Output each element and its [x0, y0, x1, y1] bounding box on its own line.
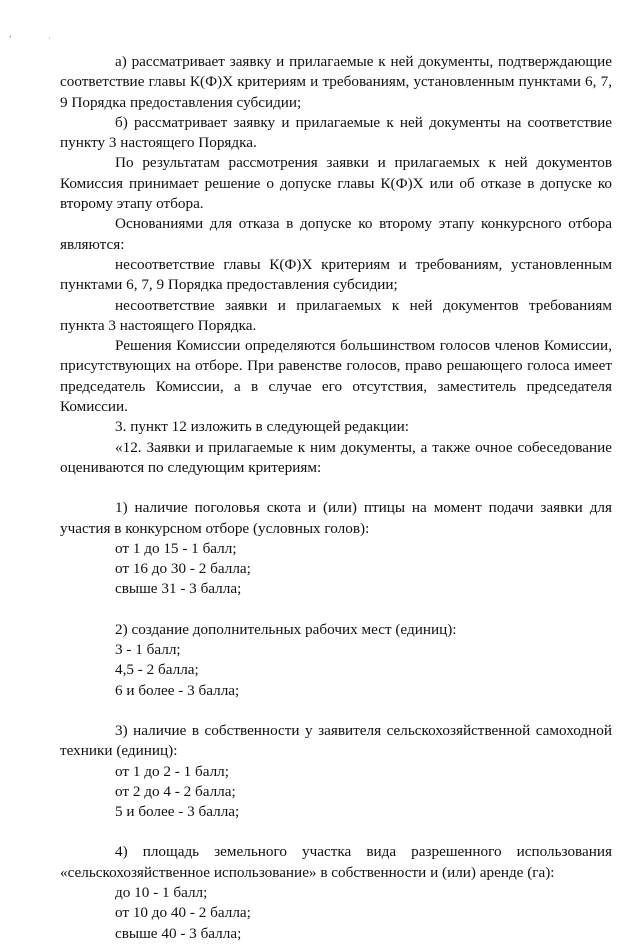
criterion-item: 4,5 - 2 балла; [115, 661, 199, 679]
criterion-item: от 10 до 40 - 2 балла; [115, 904, 251, 922]
spacer [60, 701, 612, 721]
paragraph-decisions: Решения Комиссии определяются большинством голосов членов Комиссии, присутствующих на отборе. При равенстве голосов, право решающего голоса имеет председатель Комиссии, а в случае его отсутствия, заместитель председателя Комиссии. [60, 337, 612, 416]
spacer [60, 822, 612, 842]
paragraph-a: а) рассматривает заявку и прилагаемые к ней документы, подтверждающие соответствие главы К(Ф)Х критериям и требованиям, установленным пунктами 6, 7, 9 Порядка предоставления субсидии; [60, 53, 612, 111]
criterion-item: свыше 31 - 3 балла; [115, 580, 242, 598]
criterion-item: 6 и более - 3 балла; [115, 681, 240, 699]
paragraph-amendment: 3. пункт 12 изложить в следующей редакции: [115, 418, 409, 436]
criterion-item: до 10 - 1 балл; [115, 883, 208, 901]
paragraph-b: б) рассматривает заявку и прилагаемые к ней документы на соответствие пункту 3 настоящего Порядка. [60, 113, 612, 152]
criterion-heading: 1) наличие поголовья скота и (или) птицы на момент подачи заявки для участия в конкурсном отборе (условных голов): [60, 499, 612, 537]
corner-mark: ʻ [9, 34, 12, 43]
criterion-item: от 1 до 15 - 1 балл; [115, 539, 237, 557]
criterion-item: от 2 до 4 - 2 балла; [115, 782, 236, 800]
criterion-3 [60, 721, 612, 822]
criterion-item: от 16 до 30 - 2 балла; [115, 560, 251, 578]
criterion-4 [60, 842, 612, 943]
paragraph-refusal-grounds: Основаниями для отказа в допуске ко второму этапу конкурсного отбора являются: [60, 215, 612, 253]
criterion-1 [60, 498, 612, 599]
criterion-heading: 4) площадь земельного участка вида разрешенного использования «сельскохозяйственное использование» в собственности и (или) аренде (га): [60, 843, 612, 881]
paragraph-criteria-intro: «12. Заявки и прилагаемые к ним документы, а также очное собеседование оцениваются по следующим критериям: [60, 438, 612, 476]
criterion-2 [60, 620, 612, 701]
criterion-heading: 3) наличие в собственности у заявителя сельскохозяйственной самоходной техники (единиц): [60, 721, 612, 760]
paragraph-ground-2: несоответствие заявки и прилагаемых к ней документов требованиям пункта 3 настоящего Порядка. [60, 296, 612, 334]
criterion-item: 5 и более - 3 балла; [115, 803, 240, 821]
corner-mark: · [48, 34, 51, 43]
criterion-item: от 1 до 2 - 1 балл; [115, 762, 229, 780]
spacer [60, 478, 612, 498]
document-page [60, 52, 612, 944]
criterion-heading: 2) создание дополнительных рабочих мест (единиц): [115, 620, 457, 638]
paragraph-ground-1: несоответствие главы К(Ф)Х критериям и требованиям, установленным пунктами 6, 7, 9 Порядка предоставления субсидии; [60, 255, 612, 294]
spacer [60, 600, 612, 620]
criterion-item: 3 - 1 балл; [115, 641, 181, 659]
criterion-item: свыше 40 - 3 балла; [115, 924, 242, 942]
paragraph-review-result: По результатам рассмотрения заявки и прилагаемых к ней документов Комиссия принимает решение о допуске главы К(Ф)Х или об отказе в допуске ко второму этапу отбора. [60, 154, 612, 213]
